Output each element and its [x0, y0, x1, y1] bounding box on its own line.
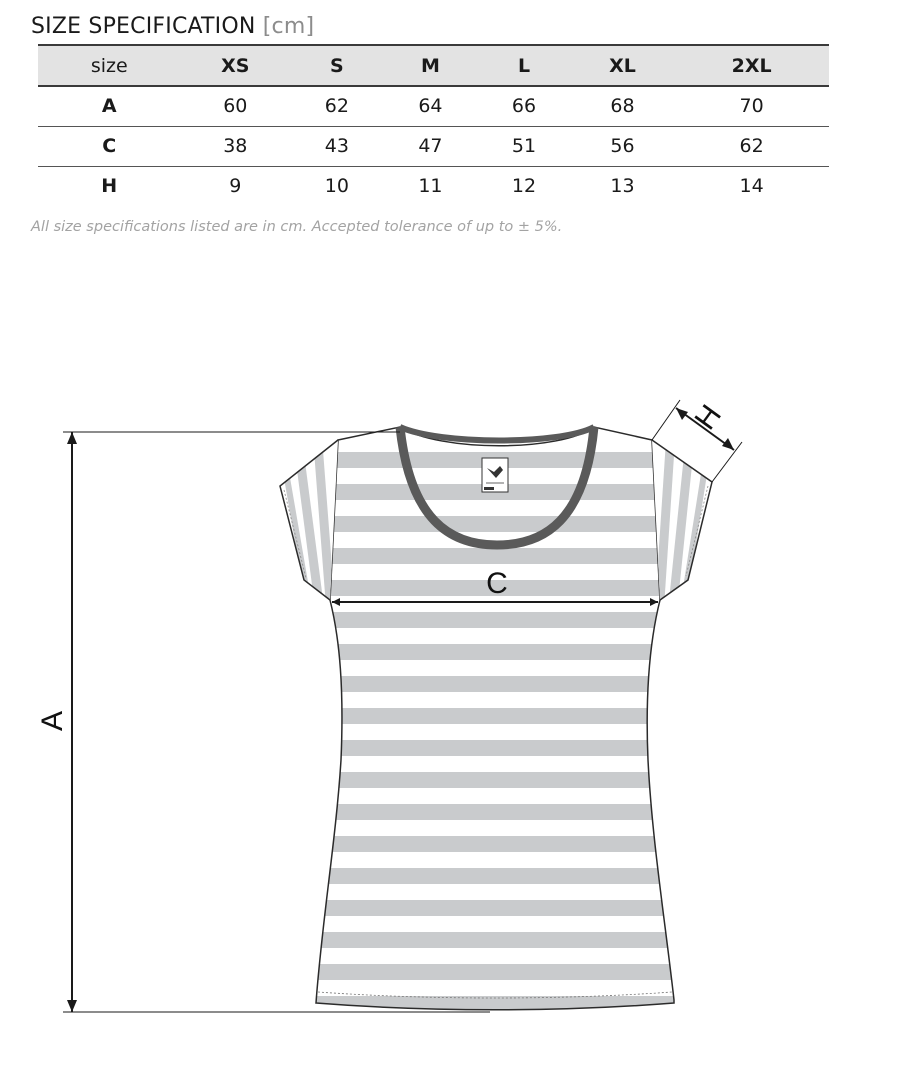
table-cell: 66 [477, 86, 571, 126]
title-text: SIZE SPECIFICATION [31, 14, 256, 39]
stripe-15 [300, 932, 700, 948]
table-cell: 38 [181, 126, 291, 166]
row-label: A [38, 86, 181, 126]
arrow-down-icon [67, 1000, 77, 1012]
length-label: A [36, 710, 69, 732]
stripe-8 [300, 708, 700, 724]
table-cell: 13 [610, 175, 635, 198]
table-cell: 47 [384, 126, 478, 166]
column-header-s: S [290, 45, 384, 86]
table-cell: 14 [739, 175, 764, 198]
stripe-3 [300, 548, 700, 564]
column-header-xl: XL [571, 45, 675, 86]
column-header-2xl: 2XL [674, 45, 829, 86]
chest-label: C [486, 567, 508, 600]
row-label: C [38, 126, 181, 166]
table-cell: 68 [571, 86, 675, 126]
neck-label [482, 458, 508, 492]
table-cell: 60 [181, 86, 291, 126]
table-cell: 12 [511, 175, 537, 198]
sleeve-label: H [688, 398, 729, 436]
table-cell: 56 [571, 126, 675, 166]
table-cell: 51 [477, 126, 571, 166]
stripe-14 [300, 900, 700, 916]
stripe-12 [300, 836, 700, 852]
row-label: H [101, 175, 118, 198]
stripe-7 [300, 676, 700, 692]
table-cell: 43 [290, 126, 384, 166]
stripe-16 [300, 964, 700, 980]
stripe-13 [300, 868, 700, 884]
table-cell: 64 [384, 86, 478, 126]
stripe-2 [300, 516, 700, 532]
arrow-ne-icon [676, 408, 688, 420]
table-cell: 11 [418, 175, 443, 198]
table-cell: 9 [229, 175, 242, 198]
shirt-body [300, 420, 700, 1020]
table-cell: 62 [290, 86, 384, 126]
stripe-6 [300, 644, 700, 660]
arrow-up-icon [67, 432, 77, 444]
column-header-l: L [477, 45, 571, 86]
column-header-m: M [384, 45, 478, 86]
title-unit: [cm] [262, 14, 315, 39]
column-header-size: size [38, 45, 181, 86]
stripe-11 [300, 804, 700, 820]
stripe-5 [300, 612, 700, 628]
stripe-9 [300, 740, 700, 756]
table-cell: 62 [674, 126, 829, 166]
arrow-sw-icon [722, 438, 734, 450]
table-cell: 70 [674, 86, 829, 126]
table-cell: 10 [324, 175, 349, 198]
stripe-10 [300, 772, 700, 788]
tolerance-note: All size specifications listed are in cm. Accepted tolerance of up to ± 5%. [31, 219, 563, 235]
column-header-xs: XS [181, 45, 291, 86]
